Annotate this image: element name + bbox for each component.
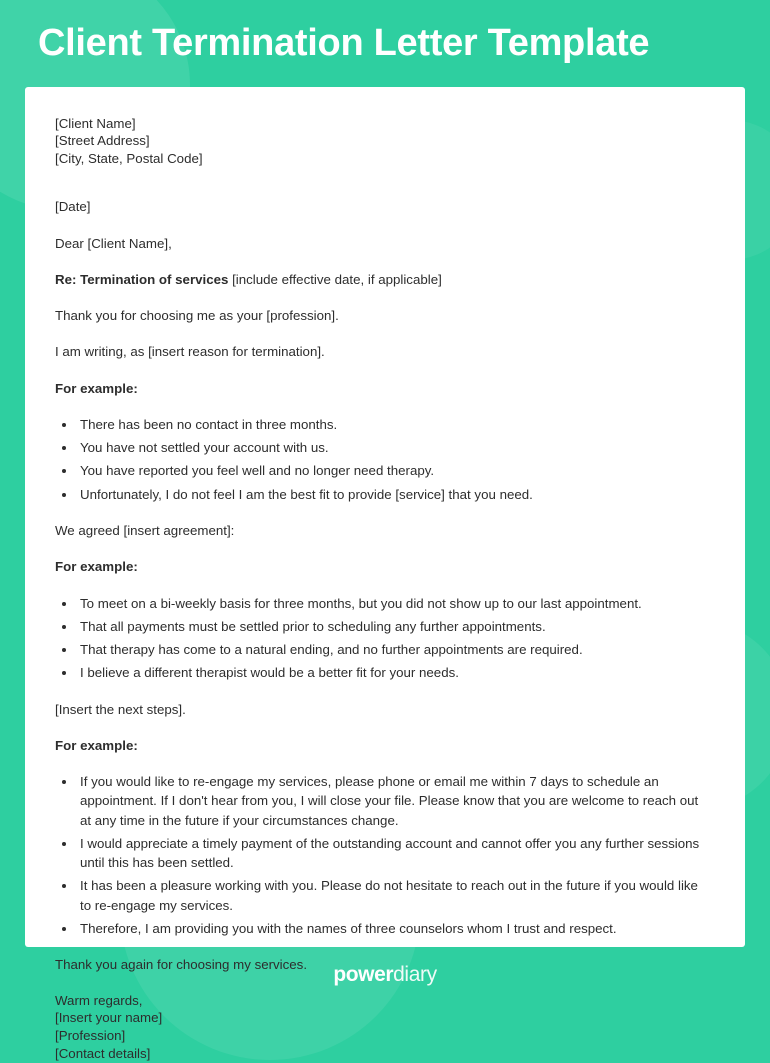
letter-salutation: Dear [Client Name], bbox=[55, 235, 172, 251]
list-item: • If you would like to re-engage my services, please phone or email me within 7 days to schedule an appointment. If I don't hear from you, I will close your file. Please know that you are welcome to reach out at any time in the future if your circumstances change. bbox=[77, 772, 707, 830]
next-steps-list bbox=[55, 772, 707, 938]
list-item: • You have reported you feel well and no longer need therapy. bbox=[77, 461, 707, 480]
letter-next-steps-intro: [Insert the next steps]. bbox=[55, 701, 186, 717]
spacer bbox=[55, 185, 707, 197]
signoff-line: [Profession] bbox=[55, 1028, 126, 1044]
signoff-line: [Contact details] bbox=[55, 1046, 151, 1062]
list-item: • Therefore, I am providing you with the names of three counselors whom I trust and respect. bbox=[77, 919, 707, 938]
list-item: • There has been no contact in three months. bbox=[77, 415, 707, 434]
list-item: • Unfortunately, I do not feel I am the best fit to provide [service] that you need. bbox=[77, 485, 707, 504]
agreements-list bbox=[55, 594, 707, 683]
list-item: • You have not settled your account with us. bbox=[77, 438, 707, 457]
address-line: [City, State, Postal Code] bbox=[55, 151, 203, 167]
letter-writing-reason: I am writing, as [insert reason for termination]. bbox=[55, 344, 325, 360]
list-item: • It has been a pleasure working with you. Please do not hesitate to reach out in the future if you would like to re-engage my services. bbox=[77, 876, 707, 915]
logo-bold-text: power bbox=[333, 962, 394, 986]
example-label-agreements: For example: bbox=[55, 559, 138, 575]
letter-date: [Date] bbox=[55, 199, 91, 215]
page-header bbox=[0, 0, 770, 79]
list-item: • To meet on a bi-weekly basis for three months, but you did not show up to our last appointment. bbox=[77, 594, 707, 613]
address-line: [Client Name] bbox=[55, 115, 136, 131]
signoff-block bbox=[55, 992, 707, 1063]
subject-rest: [include effective date, if applicable] bbox=[228, 271, 442, 287]
letter-closing-thanks: Thank you again for choosing my services. bbox=[55, 957, 308, 973]
subject-label: Re: Termination of services bbox=[55, 271, 229, 287]
address-line: [Street Address] bbox=[55, 133, 150, 149]
reasons-list bbox=[55, 415, 707, 504]
page-footer bbox=[0, 947, 770, 987]
signoff-line: [Insert your name] bbox=[55, 1010, 163, 1026]
powerdiary-logo bbox=[333, 963, 436, 987]
signoff-line: Warm regards, bbox=[55, 992, 143, 1008]
list-item: • I believe a different therapist would be a better fit for your needs. bbox=[77, 663, 707, 682]
list-item: • That all payments must be settled prior to scheduling any further appointments. bbox=[77, 617, 707, 636]
example-label-reasons: For example: bbox=[55, 380, 138, 396]
page-title: Client Termination Letter Template bbox=[38, 22, 650, 64]
letter-subject-line bbox=[55, 270, 707, 289]
list-item: • That therapy has come to a natural ending, and no further appointments are required. bbox=[77, 640, 707, 659]
list-item: • I would appreciate a timely payment of the outstanding account and cannot offer you any further sessions until this has been settled. bbox=[77, 834, 707, 873]
letter-agreement-intro: We agreed [insert agreement]: bbox=[55, 523, 235, 539]
logo-light-text: diary bbox=[393, 962, 437, 986]
example-label-next-steps: For example: bbox=[55, 737, 138, 753]
letter-thank-you: Thank you for choosing me as your [profession]. bbox=[55, 308, 339, 324]
recipient-address-block bbox=[55, 115, 707, 169]
